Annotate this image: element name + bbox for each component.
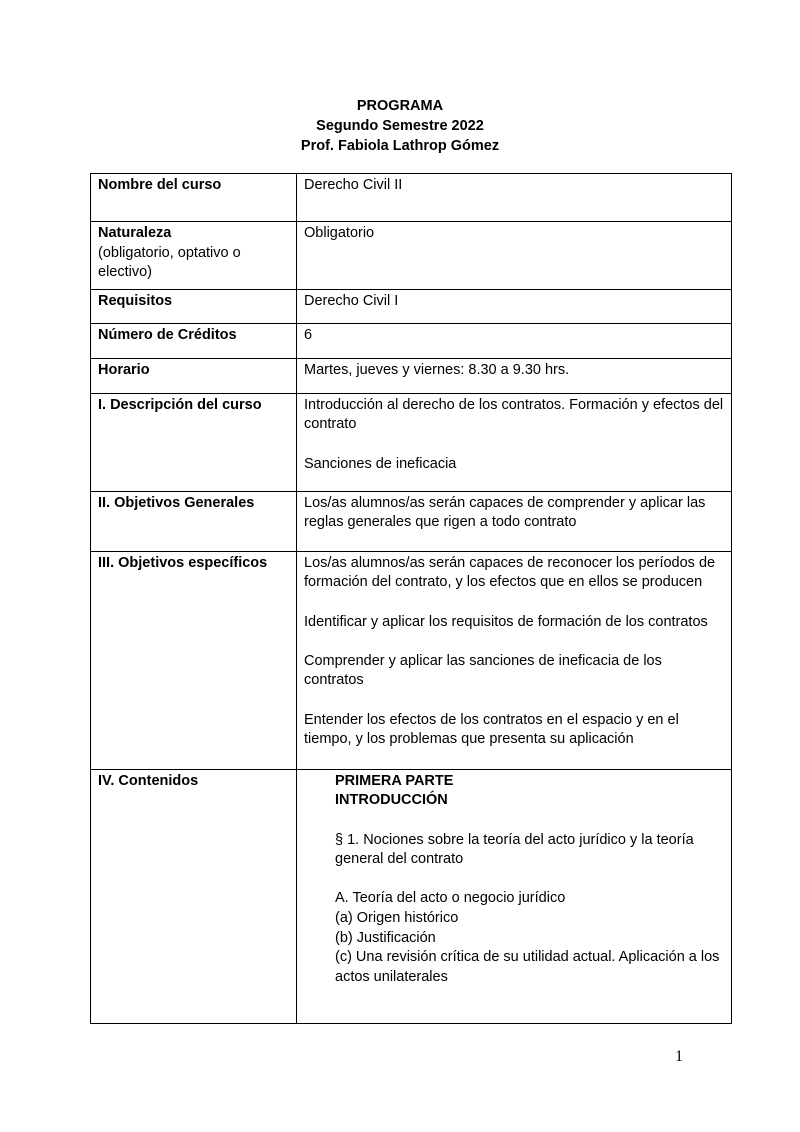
row-nombre	[91, 174, 732, 222]
row-contenidos	[91, 769, 732, 1023]
course-table	[90, 173, 732, 1024]
page-number: 1	[675, 1048, 683, 1065]
row-descripcion	[91, 393, 732, 491]
topic-a2: (b) Justificación	[335, 929, 436, 946]
topic-a: A. Teoría del acto o negocio jurídico	[335, 890, 566, 907]
value-cell: Derecho Civil II	[297, 174, 732, 222]
label-cell	[91, 491, 297, 551]
descripcion-p1: Introducción al derecho de los contratos. Formación y efectos del contrato	[304, 396, 724, 433]
row-especificos	[91, 551, 732, 769]
doc-title: PROGRAMA	[356, 98, 444, 114]
label-cell	[91, 174, 297, 222]
document-header	[0, 96, 800, 156]
value-cell: Derecho Civil I	[297, 289, 732, 323]
value-cell: 6	[297, 323, 732, 358]
label-cell	[91, 358, 297, 393]
row-naturaleza	[91, 222, 732, 290]
row-generales	[91, 491, 732, 551]
topic-a3: (c) Una revisión crítica de su utilidad actual. Aplicación a los actos unilaterales	[335, 949, 720, 985]
especificos-p2: Identificar y aplicar los requisitos de formación de los contratos	[304, 613, 708, 630]
section-heading: § 1. Nociones sobre la teoría del acto jurídico y la teoría general del contrato	[335, 831, 694, 868]
creditos-label: Número de Créditos	[98, 326, 237, 343]
label-cell	[91, 289, 297, 323]
generales-label: II. Objetivos Generales	[98, 494, 255, 511]
row-requisitos	[91, 289, 732, 323]
especificos-p1: Los/as alumnos/as serán capaces de reconocer los períodos de formación del contrato, y los efectos que en ellos se producen	[304, 554, 716, 591]
intro-heading: INTRODUCCIÓN	[335, 792, 448, 809]
value-cell	[297, 491, 732, 551]
descripcion-label: I. Descripción del curso	[98, 396, 262, 413]
professor: Prof. Fabiola Lathrop Gómez	[300, 138, 500, 154]
contenidos-label: IV. Contenidos	[98, 772, 199, 789]
row-creditos	[91, 323, 732, 358]
value-cell	[297, 551, 732, 769]
horario-label: Horario	[98, 361, 150, 378]
especificos-label: III. Objetivos específicos	[98, 554, 268, 571]
generales-p1: Los/as alumnos/as serán capaces de comprender y aplicar las reglas generales que rigen a todo contrato	[304, 494, 706, 531]
row-horario	[91, 358, 732, 393]
label-cell	[91, 551, 297, 769]
naturaleza-label: Naturaleza	[98, 225, 172, 241]
nombre-label: Nombre del curso	[98, 177, 222, 193]
label-cell	[91, 769, 297, 1023]
part-heading: PRIMERA PARTE	[335, 772, 454, 789]
descripcion-p2: Sanciones de ineficacia	[304, 455, 457, 472]
label-cell	[91, 393, 297, 491]
requisitos-label: Requisitos	[98, 292, 173, 309]
label-cell	[91, 222, 297, 290]
label-cell	[91, 323, 297, 358]
especificos-p4: Entender los efectos de los contratos en el espacio y en el tiempo, y los problemas que presenta su aplicación	[304, 711, 679, 748]
value-cell	[297, 393, 732, 491]
semester: Segundo Semestre 2022	[316, 118, 484, 134]
naturaleza-sublabel: (obligatorio, optativo o electivo)	[98, 244, 241, 281]
value-cell: Obligatorio	[297, 222, 732, 290]
topic-a1: (a) Origen histórico	[335, 909, 459, 926]
value-cell: Martes, jueves y viernes: 8.30 a 9.30 hrs.	[297, 358, 732, 393]
value-cell	[297, 769, 732, 1023]
especificos-p3: Comprender y aplicar las sanciones de ineficacia de los contratos	[304, 652, 662, 689]
